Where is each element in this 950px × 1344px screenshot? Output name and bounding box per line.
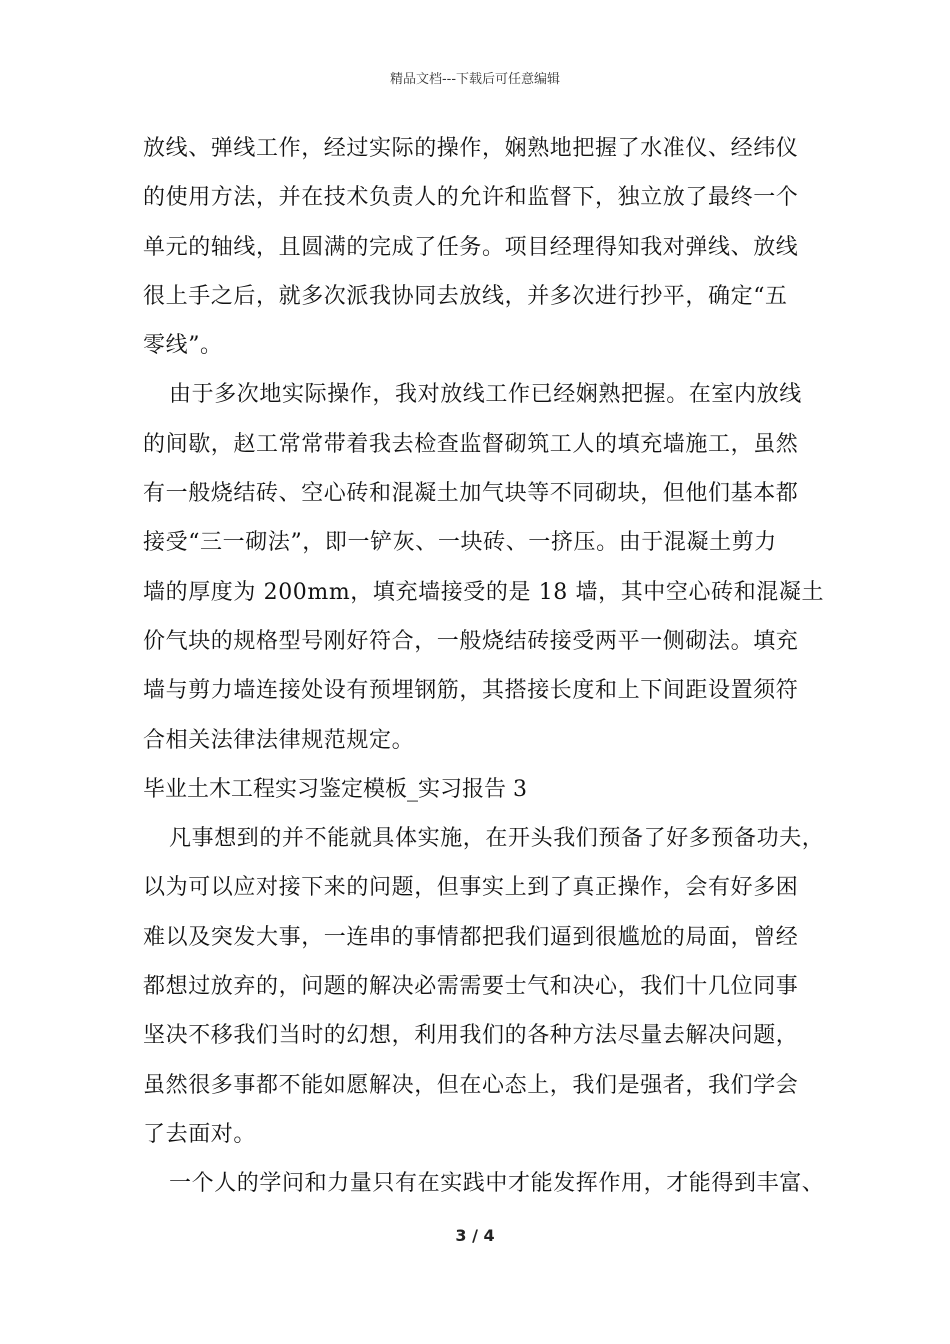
- paragraph-line: 以为可以应对接下来的问题，但事实上到了真正操作，会有好多困: [143, 875, 799, 901]
- paragraph-line: 由于多次地实际操作，我对放线工作已经娴熟把握。在室内放线: [169, 382, 802, 408]
- paragraph-line: 墙与剪力墙连接处设有预埋钢筋，其搭接长度和上下间距设置须符: [143, 678, 799, 704]
- paragraph-line: 难以及突发大事，一连串的事情都把我们逼到很尴尬的局面，曾经: [143, 924, 799, 950]
- page-header: 精品文档---下载后可任意编辑: [389, 72, 561, 87]
- paragraph-1: [143, 124, 827, 370]
- paragraph-line: 有一般烧结砖、空心砖和混凝土加气块等不同砌块，但他们基本都: [143, 481, 799, 507]
- paragraph-line: 价气块的规格型号刚好符合，一般烧结砖接受两平一侧砌法。填充: [143, 628, 799, 654]
- paragraph-4: [143, 1159, 827, 1208]
- paragraph-line: 合相关法律法律规范规定。: [143, 727, 415, 753]
- paragraph-line: 很上手之后，就多次派我协同去放线，并多次进行抄平，确定“五: [143, 283, 788, 309]
- paragraph-line: 的间歇，赵工常常带着我去检查监督砌筑工人的填充墙施工，虽然: [143, 431, 799, 457]
- paragraph-2: [143, 370, 827, 764]
- section-title: 毕业土木工程实习鉴定模板_实习报告 3: [143, 776, 527, 802]
- paragraph-line: 虽然很多事都不能如愿解决，但在心态上，我们是强者，我们学会: [143, 1072, 799, 1098]
- paragraph-line: 都想过放弃的，问题的解决必需需要士气和决心，我们十几位同事: [143, 974, 799, 1000]
- paragraph-line: 零线”。: [143, 333, 223, 359]
- paragraph-line: 接受“三一砌法”，即一铲灰、一块砖、一挤压。由于混凝土剪力: [143, 530, 777, 556]
- paragraph-line: 墙的厚度为 200mm，填充墙接受的是 18 墙，其中空心砖和混凝土: [143, 579, 825, 605]
- page-number: 3 / 4: [455, 1226, 495, 1245]
- paragraph-line: 凡事想到的并不能就具体实施，在开头我们预备了好多预备功夫，: [169, 826, 825, 852]
- paragraph-line: 了去面对。: [143, 1121, 257, 1147]
- paragraph-line: 的使用方法，并在技术负责人的允许和监督下，独立放了最终一个: [143, 185, 799, 211]
- paragraph-line: 一个人的学问和力量只有在实践中才能发挥作用，才能得到丰富、: [169, 1171, 825, 1197]
- paragraph-line: 坚决不移我们当时的幻想，利用我们的各种方法尽量去解决问题，: [143, 1023, 799, 1049]
- document-body: [143, 124, 827, 1209]
- paragraph-3: [143, 814, 827, 1159]
- paragraph-line: 放线、弹线工作，经过实际的操作，娴熟地把握了水准仪、经纬仪: [143, 136, 799, 161]
- paragraph-line: 单元的轴线，且圆满的完成了任务。项目经理得知我对弹线、放线: [143, 234, 799, 260]
